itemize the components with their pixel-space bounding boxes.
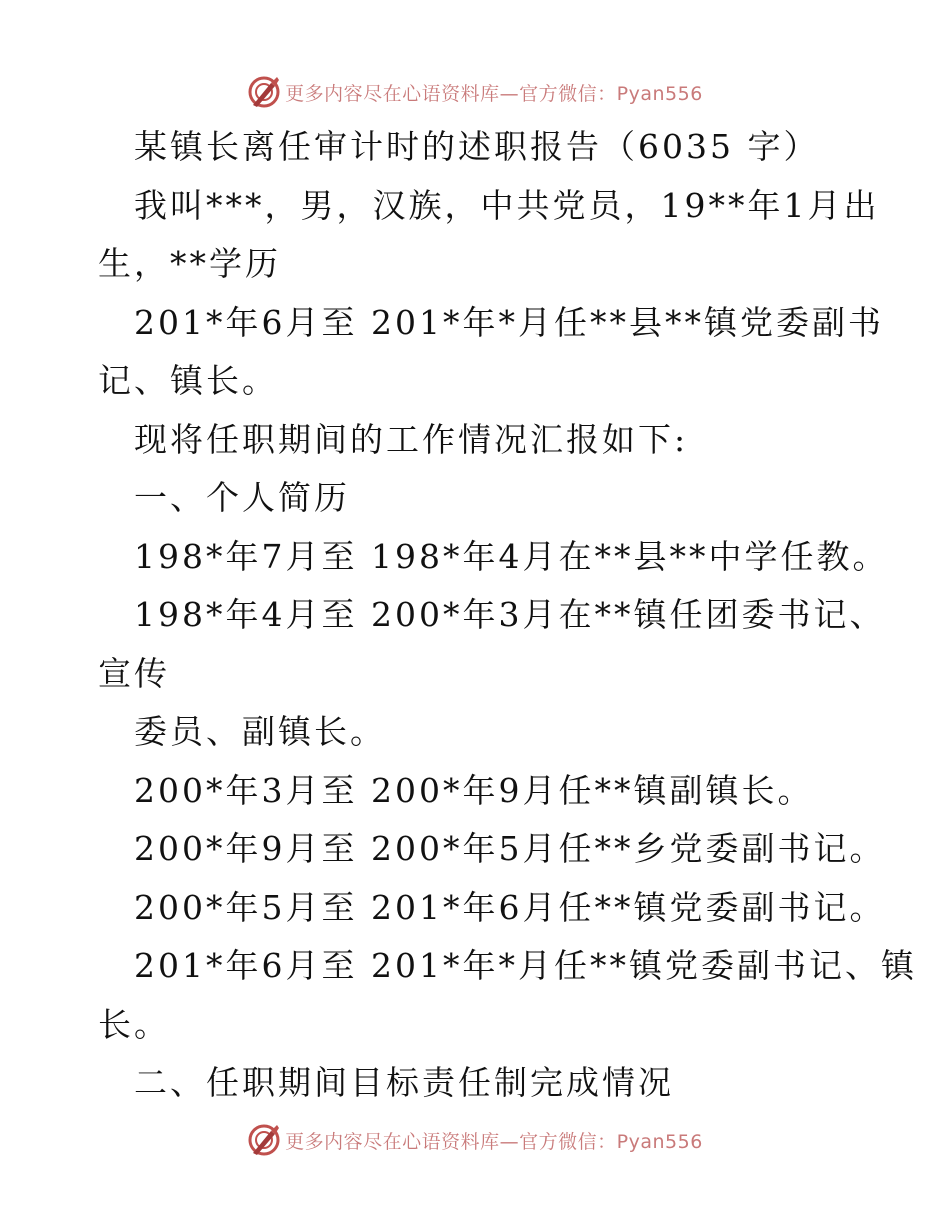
document-line: 201*年6月至 201*年*月任**镇党委副书记、镇 xyxy=(134,946,917,985)
document-line: 201*年6月至 201*年*月任**县**镇党委副书 xyxy=(134,302,884,342)
watermark-text: 更多内容尽在心语资料库—官方微信：Pyan556 xyxy=(285,82,703,105)
document-line: 200*年3月至 200*年9月任**镇副镇长。 xyxy=(134,770,814,810)
pen-circle-logo-icon xyxy=(247,1123,281,1157)
watermark-text: 更多内容尽在心语资料库—官方微信：Pyan556 xyxy=(285,1130,703,1153)
document-line: 记、镇长。 xyxy=(98,361,278,400)
document-line: 生，**学历 xyxy=(98,244,281,283)
document-line: 委员、副镇长。 xyxy=(134,712,386,751)
footer-watermark xyxy=(0,1120,950,1160)
document-line: 198*年7月至 198*年4月在**县**中学任教。 xyxy=(134,536,889,576)
document-line: 二、任职期间目标责任制完成情况 xyxy=(134,1063,674,1102)
document-line: 200*年5月至 201*年6月任**镇党委副书记。 xyxy=(134,887,886,927)
document-line: 长。 xyxy=(98,1004,170,1044)
document-line: 某镇长离任审计时的述职报告（6035 字） xyxy=(134,127,820,166)
document-line: 200*年9月至 200*年5月任**乡党委副书记。 xyxy=(134,829,886,868)
document-line: 宣传 xyxy=(98,653,170,693)
document-line: 一、个人简历 xyxy=(134,478,350,517)
document-line: 我叫***，男，汉族，中共党员，19**年1月出 xyxy=(134,185,880,225)
document-line: 198*年4月至 200*年3月在**镇任团委书记、 xyxy=(134,595,886,634)
header-watermark xyxy=(0,72,950,112)
document-line: 现将任职期间的工作情况汇报如下: xyxy=(134,419,689,459)
pen-circle-logo-icon xyxy=(247,75,281,109)
document-body xyxy=(98,118,917,1113)
